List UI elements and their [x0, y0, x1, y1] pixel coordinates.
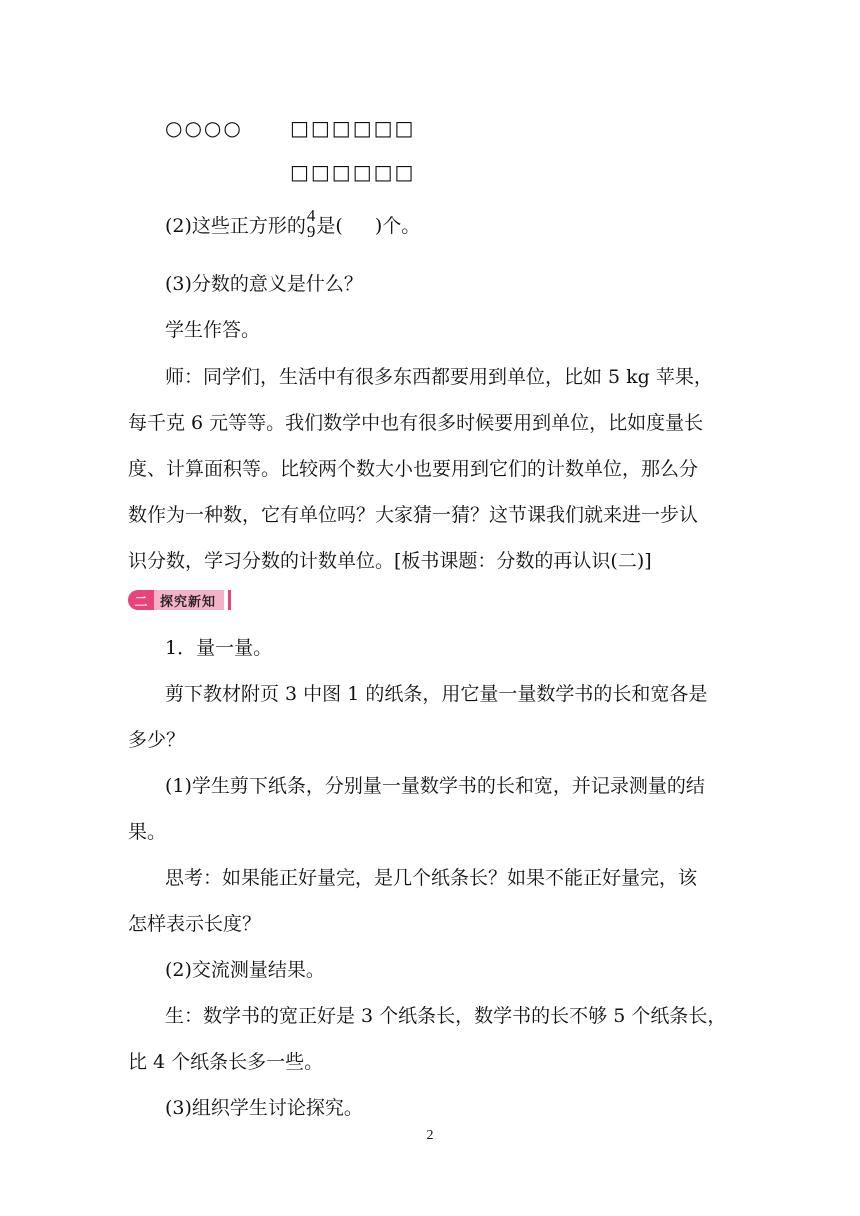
substep-2: (2)交流测量结果。	[165, 959, 325, 981]
think-line-2: 怎样表示长度？	[128, 913, 262, 935]
teacher-line-3: 度、计算面积等。比较两个数大小也要用到它们的计数单位，那么分	[128, 458, 699, 480]
teacher-line-5: 识分数，学习分数的计数单位。[板书课题：分数的再认识(二)]	[128, 550, 652, 572]
q2-middle: 是(	[316, 215, 343, 237]
step-1-heading: 1．量一量。	[165, 637, 273, 659]
substep-1-line-1: (1)学生剪下纸条，分别量一量数学书的长和宽，并记录测量的结	[165, 775, 705, 797]
teacher-line-2: 每千克 6 元等等。我们数学中也有很多时候要用到单位，比如度量长	[128, 412, 704, 434]
think-line-1: 思考：如果能正好量完，是几个纸条长？如果不能正好量完，该	[165, 867, 698, 889]
q2-prefix: (2)这些正方形的	[165, 215, 306, 237]
student-answer: 学生作答。	[165, 319, 261, 341]
squares-row-1: □□□□□□	[290, 116, 416, 140]
substep-3: (3)组织学生讨论探究。	[165, 1097, 363, 1119]
fraction-numerator: 4	[306, 206, 316, 225]
section-accent-bar	[228, 590, 231, 610]
section-title: 探究新知	[154, 590, 224, 610]
section-number: 二	[128, 590, 154, 610]
student-result-line-1: 生：数学书的宽正好是 3 个纸条长，数学书的长不够 5 个纸条长，	[165, 1005, 727, 1027]
task-line-2: 多少？	[128, 729, 186, 751]
teacher-line-4: 数作为一种数，它有单位吗？大家猜一猜？这节课我们就来进一步认	[128, 504, 699, 526]
fraction-denominator: 9	[306, 222, 316, 241]
fraction	[307, 208, 316, 240]
squares-row-2: □□□□□□	[290, 160, 416, 184]
circles: ○○○○	[165, 116, 243, 140]
teacher-line-1: 师：同学们，生活中有很多东西都要用到单位，比如 5 kg 苹果，	[165, 366, 713, 388]
substep-1-line-2: 果。	[128, 821, 167, 843]
page-number: 2	[426, 1128, 434, 1143]
question-3: (3)分数的意义是什么？	[165, 273, 363, 295]
section-header	[128, 590, 231, 610]
q2-suffix: )个。	[374, 215, 421, 237]
task-line-1: 剪下教材附页 3 中图 1 的纸条，用它量一量数学书的长和宽各是	[165, 683, 708, 705]
student-result-line-2: 比 4 个纸条长多一些。	[128, 1051, 324, 1073]
question-2	[165, 206, 735, 241]
